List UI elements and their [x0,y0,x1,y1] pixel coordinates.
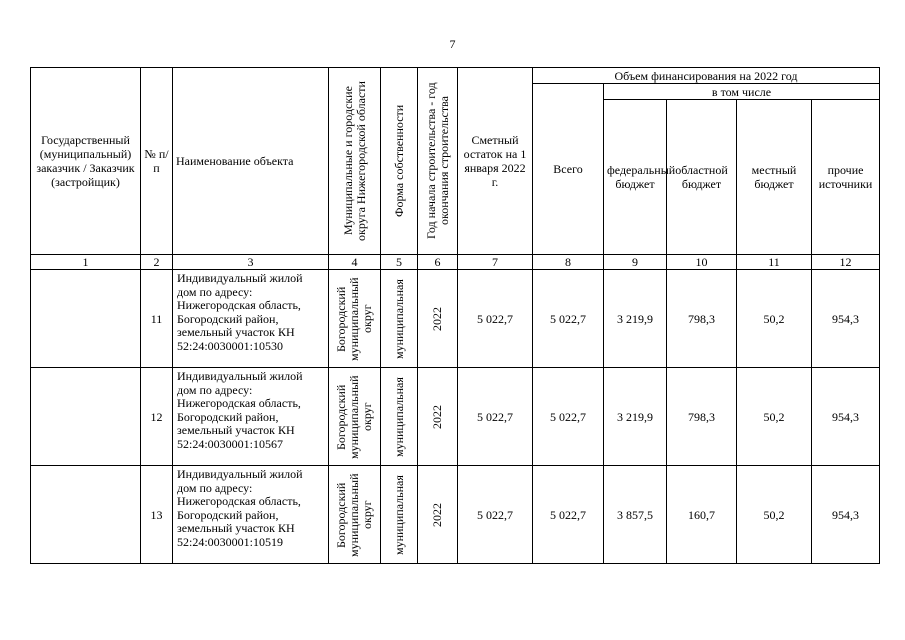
cell-customer [31,270,141,368]
header-financing: Объем финансирования на 2022 год [533,68,880,84]
cell-federal: 3 219,9 [604,368,667,466]
column-number: 4 [329,255,381,270]
cell-total: 5 022,7 [533,270,604,368]
cell-number: 12 [141,368,173,466]
column-number: 8 [533,255,604,270]
column-number: 5 [381,255,418,270]
cell-object-name: Индивидуальный жилой дом по адресу: Нижегородская область, Богородский район, земельный участок КН 52:24:0030001:10530 [173,270,329,368]
cell-other: 954,3 [812,270,880,368]
table-row [31,466,880,564]
header-customer: Государственный (муниципальный) заказчик / Заказчик (застройщик) [31,68,141,255]
cell-regional: 160,7 [667,466,737,564]
column-number: 7 [458,255,533,270]
header-federal: федеральный бюджет [604,100,667,255]
cell-year: 2022 [418,466,458,564]
financing-table [30,67,880,564]
cell-total: 5 022,7 [533,368,604,466]
cell-estimate: 5 022,7 [458,466,533,564]
column-number: 12 [812,255,880,270]
header-local: местный бюджет [737,100,812,255]
cell-ownership: муниципальная [381,270,418,368]
cell-customer [31,466,141,564]
header-years: Год начала строительства - год окончания строительства [418,68,458,255]
cell-local: 50,2 [737,270,812,368]
cell-estimate: 5 022,7 [458,270,533,368]
header-including: в том числе [604,84,880,100]
cell-total: 5 022,7 [533,466,604,564]
column-number: 3 [173,255,329,270]
cell-district: Богородский муниципальный округ [329,368,381,466]
cell-district: Богородский муниципальный округ [329,466,381,564]
header-number: № п/п [141,68,173,255]
cell-ownership: муниципальная [381,466,418,564]
header-object-name: Наименование объекта [173,68,329,255]
header-other: прочие источники [812,100,880,255]
header-estimate: Сметный остаток на 1 января 2022 г. [458,68,533,255]
cell-year: 2022 [418,270,458,368]
header-district: Муниципальные и городские округа Нижегородской области [329,68,381,255]
cell-object-name: Индивидуальный жилой дом по адресу: Нижегородская область, Богородский район, земельный участок КН 52:24:0030001:10519 [173,466,329,564]
column-number: 2 [141,255,173,270]
header-ownership: Форма собственности [381,68,418,255]
cell-estimate: 5 022,7 [458,368,533,466]
cell-local: 50,2 [737,466,812,564]
column-number: 11 [737,255,812,270]
page-number: 7 [449,37,456,51]
header-total: Всего [533,84,604,255]
cell-ownership: муниципальная [381,368,418,466]
column-number: 10 [667,255,737,270]
table-row [31,270,880,368]
cell-federal: 3 219,9 [604,270,667,368]
cell-other: 954,3 [812,466,880,564]
cell-regional: 798,3 [667,270,737,368]
cell-local: 50,2 [737,368,812,466]
cell-year: 2022 [418,368,458,466]
cell-district: Богородский муниципальный округ [329,270,381,368]
cell-regional: 798,3 [667,368,737,466]
column-number: 9 [604,255,667,270]
cell-customer [31,368,141,466]
cell-object-name: Индивидуальный жилой дом по адресу: Нижегородская область, Богородский район, земельный участок КН 52:24:0030001:10567 [173,368,329,466]
cell-number: 13 [141,466,173,564]
column-numbers-row [31,255,880,270]
column-number: 1 [31,255,141,270]
cell-other: 954,3 [812,368,880,466]
cell-number: 11 [141,270,173,368]
cell-federal: 3 857,5 [604,466,667,564]
header-regional: областной бюджет [667,100,737,255]
column-number: 6 [418,255,458,270]
table-row [31,368,880,466]
